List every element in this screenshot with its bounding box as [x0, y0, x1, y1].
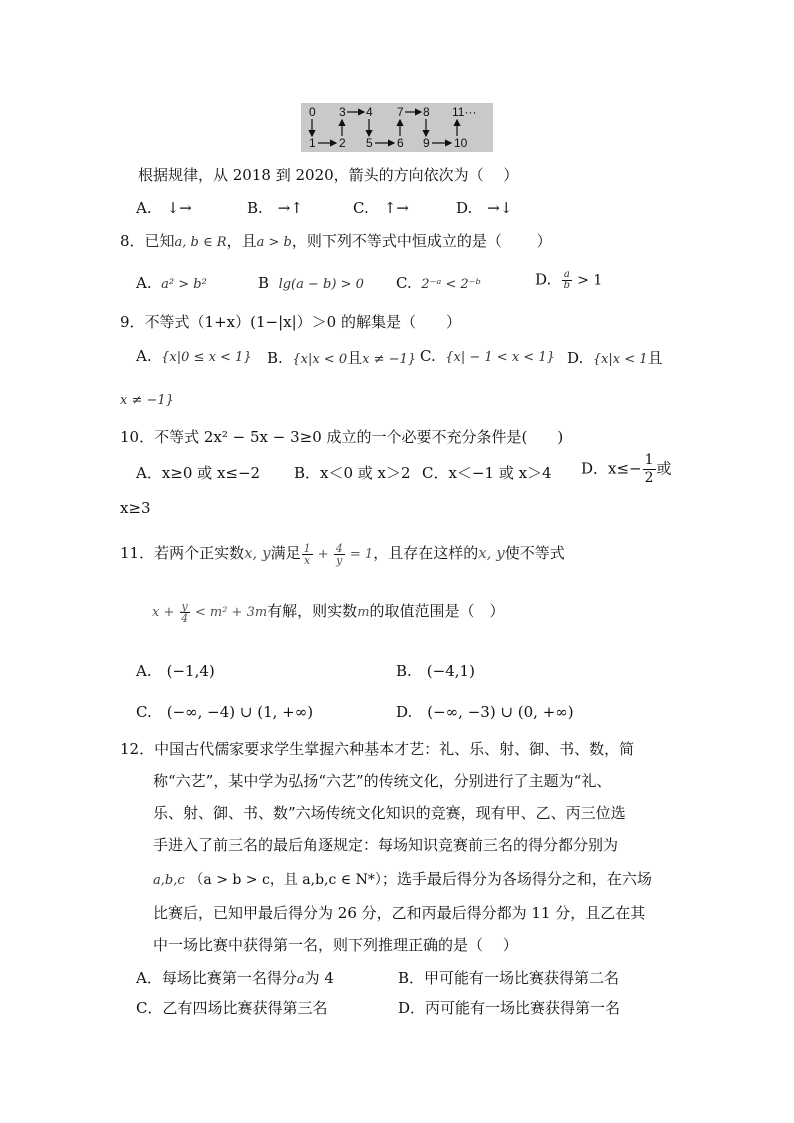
- q11-option-d: D. (−∞, −3) ∪ (0, +∞): [396, 703, 574, 721]
- fig-bottom-9: 9: [423, 136, 430, 150]
- q7-option-a: A. ↓→: [136, 199, 192, 217]
- fig-bottom-5: 5: [366, 136, 373, 150]
- fig-bottom-10: 10: [454, 136, 468, 150]
- q8-mid: ，且: [226, 232, 257, 250]
- fig-top-8: 8: [423, 105, 430, 119]
- q8-option-d: D. $\frac{a}{b}$ > 1: [535, 269, 603, 291]
- q10-stem: 10．不等式 2x² − 5x − 3≥0 成立的一个必要不充分条件是( ): [120, 428, 564, 446]
- q11-option-b: B. (−4,1): [396, 662, 475, 680]
- fig-bottom-6: 6: [397, 136, 404, 150]
- q8-condition-set: a, b ∈ R: [174, 235, 227, 250]
- q8-option-a: A. a² > b²: [136, 274, 207, 292]
- q11-inequality-line: x + $\frac{y}{4}$ < m² + 3m有解，则实数m的取值范围是（ ）: [152, 599, 505, 625]
- q10-option-d-continued: x≥3: [120, 499, 151, 517]
- fig-bottom-2: 2: [339, 136, 346, 150]
- q8-condition-ab: a > b: [256, 235, 292, 250]
- q12-line-3: 乐、射、御、书、数”六场传统文化知识的竞赛，现有甲、乙、丙三位选: [153, 804, 626, 822]
- q7-option-d: D. →↓: [456, 199, 513, 217]
- q8-option-c: C. 2⁻ᵃ < 2⁻ᵇ: [396, 274, 481, 292]
- q12-option-d: D．丙可能有一场比赛获得第一名: [398, 999, 621, 1017]
- q8-option-c-expr: 2⁻ᵃ < 2⁻ᵇ: [421, 277, 481, 292]
- number-arrow-pattern-figure: [301, 103, 493, 152]
- fig-top-7: 7: [397, 105, 404, 119]
- q12-option-c: C．乙有四场比赛获得第三名: [136, 999, 328, 1017]
- fig-top-4: 4: [366, 105, 373, 119]
- q10-option-a: A．x≥0 或 x≤−2: [136, 464, 261, 482]
- q12-option-b: B．甲可能有一场比赛获得第二名: [398, 969, 620, 987]
- q8-option-a-expr: a² > b²: [161, 277, 207, 292]
- q11-stem: 11．若两个正实数x, y满足 $\frac{1}{x}$ + $\frac{4}{y}$ = 1，且存在这样的x, y使不等式: [120, 541, 565, 567]
- q9-option-b: B. {x|x < 0且x ≠ −1}: [267, 349, 417, 367]
- q12-line-1: 12．中国古代儒家要求学生掌握六种基本才艺：礼、乐、射、御、书、数，简: [120, 740, 635, 758]
- q11-inequality-fraction: $\frac{y}{4}$: [181, 599, 189, 625]
- q8-stem: [120, 230, 552, 251]
- fig-bottom-1: 1: [309, 136, 316, 150]
- fig-top-11: 11···: [452, 105, 477, 119]
- q8-option-b-expr: lg(a − b) > 0: [278, 277, 364, 292]
- q8-option-b: B lg(a − b) > 0: [258, 274, 364, 292]
- q9-option-d: D. {x|x < 1且: [567, 349, 663, 367]
- q7-option-b: B. →↑: [247, 199, 303, 217]
- q8-option-d-fraction: $\frac{a}{b}$: [563, 269, 570, 291]
- q12-line-4: 手进入了前三名的最后角逐规定：每场知识竞赛前三名的得分都分别为: [153, 836, 619, 854]
- q9-option-c: C. {x| − 1 < x < 1}: [420, 347, 555, 365]
- q12-line-5: a,b,c （a > b > c，且 a,b,c ∈ N*）；选手最后得分为各场得分之和，在六场: [153, 870, 652, 888]
- q9-option-a: A. {x|0 ≤ x < 1}: [136, 347, 252, 365]
- arrow-pattern-svg: [301, 103, 493, 152]
- q12-line-7: 中一场比赛中获得第一名，则下列推理正确的是（ ）: [153, 936, 518, 954]
- q7-option-c: C. ↑→: [353, 199, 409, 217]
- q9-option-d-continued: x ≠ −1}: [120, 393, 174, 408]
- q8-tail: ，则下列不等式中恒成立的是（ ）: [291, 232, 552, 250]
- q10-option-d-fraction: $\frac{1}{2}$: [644, 452, 654, 486]
- q9-stem: 9．不等式（1+x）(1−|x|）＞0 的解集是（ ）: [120, 313, 461, 331]
- q11-option-c: C. (−∞, −4) ∪ (1, +∞): [136, 703, 314, 721]
- q11-option-a: A. (−1,4): [136, 662, 215, 680]
- q11-cond-fraction-2: $\frac{4}{y}$: [335, 541, 343, 567]
- fig-top-3: 3: [339, 105, 346, 119]
- q10-option-d: D．x≤− $\frac{1}{2}$ 或: [581, 452, 672, 486]
- q12-line-6: 比赛后，已知甲最后得分为 26 分，乙和丙最后得分都为 11 分，且乙在其: [153, 904, 646, 922]
- q11-cond-fraction-1: $\frac{1}{x}$: [303, 541, 311, 567]
- q10-option-b: B．x＜0 或 x＞2: [294, 464, 411, 482]
- q7-stem: 根据规律，从 2018 到 2020，箭头的方向依次为（ ）: [138, 166, 519, 184]
- q10-option-c: C．x＜−1 或 x＞4: [422, 464, 552, 482]
- q12-line-2: 称“六艺”，某中学为弘扬“六艺”的传统文化，分别进行了主题为“礼、: [153, 772, 612, 790]
- q8-number: 8．已知: [120, 232, 175, 250]
- q12-option-a: A．每场比赛第一名得分a为 4: [136, 969, 334, 987]
- fig-top-0: 0: [309, 105, 316, 119]
